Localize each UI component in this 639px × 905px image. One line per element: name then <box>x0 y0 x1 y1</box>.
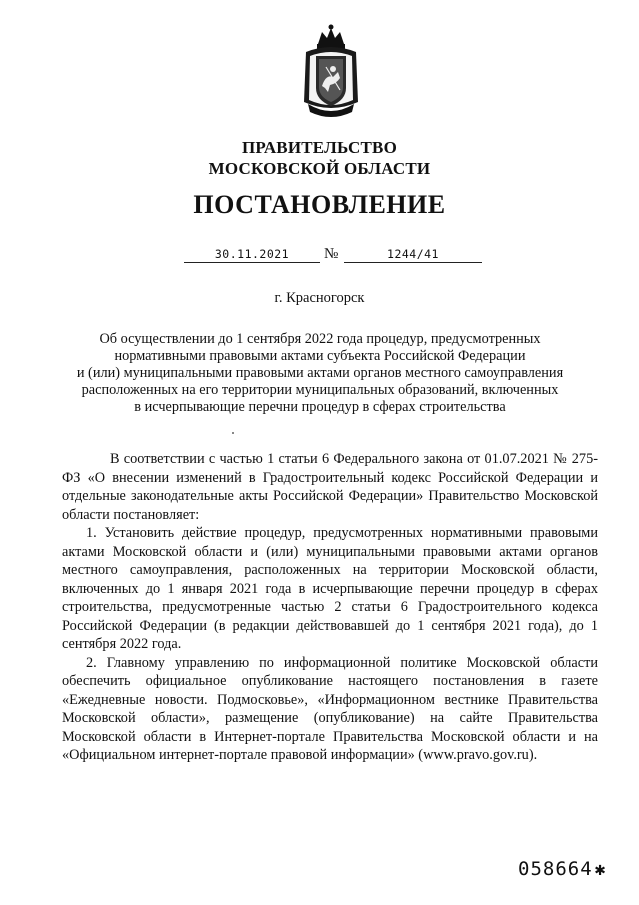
serial-number-stamp <box>518 858 606 880</box>
document-type: ПОСТАНОВЛЕНИЕ <box>193 190 446 219</box>
subject-line: расположенных на его территории муниципальных образований, включенных <box>81 382 559 398</box>
subject-line: в исчерпывающие перечни процедур в сферах строительства <box>134 399 506 415</box>
subject-line: и (или) муниципальными правовыми актами органов местного самоуправления <box>76 365 564 381</box>
document-subject <box>55 331 585 416</box>
number-field <box>344 243 482 265</box>
subject-line: Об осуществлении до 1 сентября 2022 года процедур, предусмотренных <box>99 331 541 347</box>
date-underline <box>184 262 320 263</box>
scan-speck <box>232 432 234 434</box>
authority-line-1: ПРАВИТЕЛЬСТВО <box>242 138 397 157</box>
number-underline <box>344 262 482 263</box>
document-body <box>62 450 598 765</box>
authority-line-2: МОСКОВСКОЙ ОБЛАСТИ <box>208 159 431 178</box>
issuing-authority <box>0 137 639 179</box>
clause-1-paragraph: 1. Установить действие процедур, предусмотренных нормативными правовыми актами Московской области и (или) муниципальными правовыми актами органов местного самоуправления, расположенных на территории Московской области, включенных до 1 января 2021 года в исчерпывающие перечни процедур в сферах строительства, предусмотренные частью 2 статьи 6 Градостроительного кодекса Российской Федерации (в редакции действовавшей до 1 сентября 2021 года), до 1 сентября 2022 года. <box>62 525 598 652</box>
coat-of-arms-icon <box>300 22 362 122</box>
preamble-paragraph: В соответствии с частью 1 статьи 6 Федерального закона от 01.07.2021 № 275-ФЗ «О внесении изменений в Градостроительный кодекс Российской Федерации и отдельные законодательные акты Российской Федерации» Правительство Московской области постановляет: <box>62 451 598 523</box>
subject-line: нормативными правовыми актами субъекта Российской Федерации <box>114 348 526 364</box>
serial-number: 058664 <box>518 858 593 880</box>
document-number: 1244/41 <box>387 247 439 261</box>
document-date: 30.11.2021 <box>214 247 290 261</box>
city: г. Красногорск <box>274 290 365 306</box>
date-field <box>184 243 320 265</box>
serial-star-icon: ✱ <box>594 858 607 880</box>
clause-2-paragraph: 2. Главному управлению по информационной политике Московской области обеспечить официальное опубликование настоящего постановления в газете «Ежедневные новости. Подмосковье», «Информационном вестнике Правительства Московской области», размещение (опубликование) на сайте Правительства Московской области в Интернет-портале Правительства Московской области и на «Официальном интернет-портале правовой информации» (www.pravo.gov.ru). <box>62 654 598 763</box>
number-sign: № <box>324 246 339 262</box>
